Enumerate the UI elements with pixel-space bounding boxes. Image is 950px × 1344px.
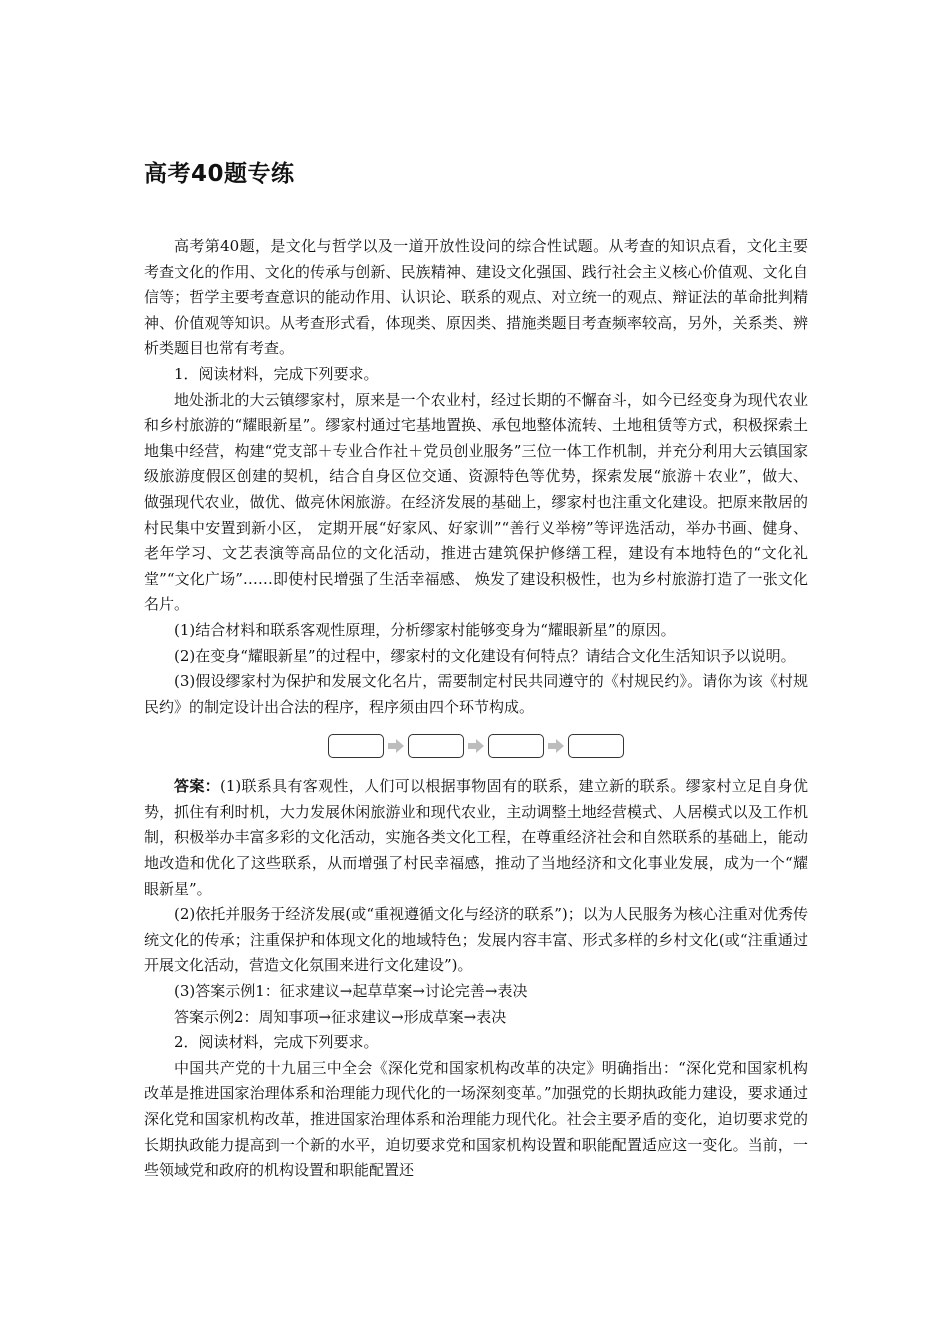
document-body [144, 234, 808, 1184]
answer-1-text: (1)联系具有客观性，人们可以根据事物固有的联系，建立新的联系。缪家村立足自身优势，抓住有利时机，大力发展休闲旅游业和现代农业，主动调整土地经营模式、人居模式以及工作机制，积极举办丰富多彩的文化活动，实施各类文化工程，在尊重经济社会和自然联系的基础上，能动地改造和优化了这些联系，从而增强了村民幸福感，推动了当地经济和文化事业发展，成为一个“耀眼新星”。 [144, 777, 808, 898]
question-1-material: 地处浙北的大云镇缪家村，原来是一个农业村，经过长期的不懈奋斗，如今已经变身为现代农业和乡村旅游的“耀眼新星”。缪家村通过宅基地置换、承包地整体流转、土地租赁等方式，积极探索土地集中经营，构建“党支部＋专业合作社＋党员创业服务”三位一体工作机制，并充分利用大云镇国家级旅游度假区创建的契机，结合自身区位交通、资源特色等优势，探索发展“旅游＋农业”，做大、 做强现代农业，做优、做亮休闲旅游。在经济发展的基础上，缪家村也注重文化建设。把原来散居的村民集中安置到新小区， 定期开展“好家风、好家训”“善行义举榜”等评选活动，举办书画、健身、老年学习、文艺表演等高品位的文化活动，推进古建筑保护修缮工程，建设有本地特色的“文化礼堂”“文化广场”……即使村民增强了生活幸福感、 焕发了建设积极性，也为乡村旅游打造了一张文化名片。 [144, 390, 808, 614]
question-1-sub-3: (3)假设缪家村为保护和发展文化名片，需要制定村民共同遵守的《村规民约》。请你为该《村规民约》的制定设计出合法的程序，程序须由四个环节构成。 [144, 672, 808, 716]
answer-3-example-1: (3)答案示例1：征求建议→起草草案→讨论完善→表决 [174, 982, 528, 1001]
procedure-step-box [488, 734, 544, 758]
question-1-heading: 1．阅读材料，完成下列要求。 [174, 364, 379, 383]
question-1-sub-1: (1)结合材料和联系客观性原理，分析缪家村能够变身为“耀眼新星”的原因。 [174, 620, 676, 639]
intro-paragraph: 高考第40题，是文化与哲学以及一道开放性设问的综合性试题。从考查的知识点看，文化主要考查文化的作用、文化的传承与创新、民族精神、建设文化强国、践行社会主义核心价值观、文化自信等；哲学主要考查意识的能动作用、认识论、联系的观点、对立统一的观点、辩证法的革命批判精神、价值观等知识。从考查形式看，体现类、原因类、措施类题目考查频率较高，另外，关系类、辨析类题目也常有考查。 [144, 237, 808, 358]
question-2-material: 中国共产党的十九届三中全会《深化党和国家机构改革的决定》明确指出：“深化党和国家机构改革是推进国家治理体系和治理能力现代化的一场深刻变革。”加强党的长期执政能力建设，要求通过深化党和国家机构改革，推进国家治理体系和治理能力现代化。社会主要矛盾的变化，迫切要求党的长期执政能力提高到一个新的水平，迫切要求党和国家机构设置和职能配置适应这一变化。当前，一些领域党和政府的机构设置和职能配置还 [144, 1058, 808, 1180]
right-arrow-icon [388, 738, 404, 754]
answer-1 [144, 774, 808, 902]
procedure-diagram [144, 724, 808, 768]
page-title: 高考40题专练 [144, 161, 295, 187]
answer-3-example-2: 答案示例2：周知事项→征求建议→形成草案→表决 [174, 1007, 507, 1026]
answer-label: 答案： [174, 777, 220, 796]
answer-2: (2)依托并服务于经济发展(或“重视遵循文化与经济的联系”)；以为人民服务为核心注重对优秀传统文化的传承；注重保护和体现文化的地域特色；发展内容丰富、形式多样的乡村文化(或“注重通过开展文化活动，营造文化氛围来进行文化建设”)。 [144, 905, 808, 975]
question-2-heading: 2．阅读材料，完成下列要求。 [174, 1033, 379, 1052]
right-arrow-icon [468, 738, 484, 754]
procedure-step-box [408, 734, 464, 758]
procedure-step-box [568, 734, 624, 758]
right-arrow-icon [548, 738, 564, 754]
procedure-step-box [328, 734, 384, 758]
question-1-sub-2: (2)在变身“耀眼新星”的过程中，缪家村的文化建设有何特点？请结合文化生活知识予以说明。 [174, 646, 796, 665]
